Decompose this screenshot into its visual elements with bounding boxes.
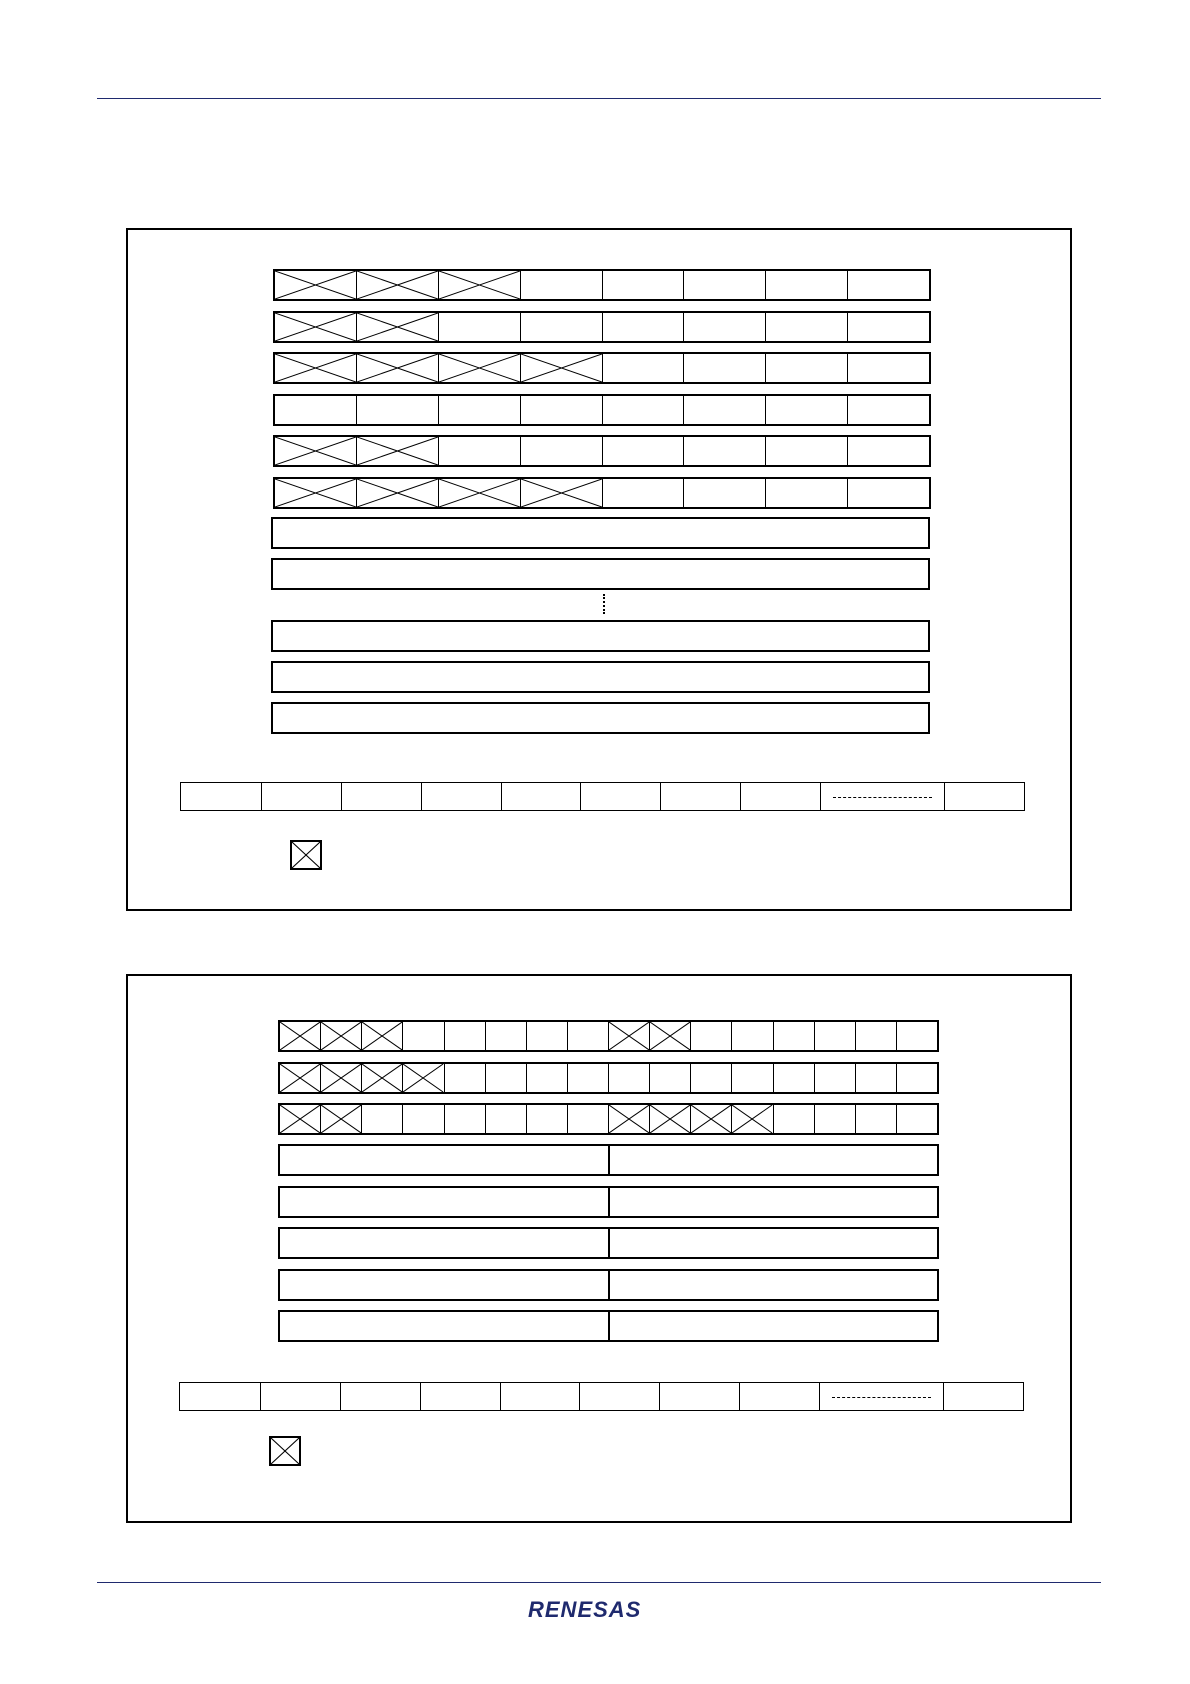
footer-rule	[97, 1582, 1101, 1583]
bit-cell	[275, 396, 356, 424]
reserved-bit-cell	[649, 1022, 690, 1050]
bit-cell	[765, 396, 847, 424]
bit-cell	[683, 396, 765, 424]
register-half-row	[278, 1144, 939, 1176]
bit-cell	[438, 396, 520, 424]
bit-cell	[444, 1022, 485, 1050]
bit-number-row	[179, 1382, 1024, 1411]
reserved-bit-cell	[280, 1022, 320, 1050]
bit-cell	[567, 1022, 608, 1050]
register-half-cell	[608, 1271, 938, 1299]
bit-cell	[520, 437, 602, 465]
register-half-row	[278, 1310, 939, 1342]
bit-number-cell	[579, 1383, 659, 1410]
reserved-bit-cell	[356, 271, 438, 299]
bit-cell	[520, 396, 602, 424]
bit-number-cell	[500, 1383, 580, 1410]
bit-cell	[683, 313, 765, 341]
reserved-legend-icon	[269, 1436, 301, 1466]
bit-cell	[847, 396, 929, 424]
reserved-bit-cell	[356, 354, 438, 382]
bit-cell	[847, 354, 929, 382]
bit-cell	[356, 396, 438, 424]
register-half-cell	[280, 1271, 608, 1299]
reserved-bit-cell	[275, 313, 356, 341]
bit-number-cell	[580, 783, 660, 810]
register-row	[273, 311, 931, 343]
bit-cell	[855, 1022, 896, 1050]
bit-number-cell	[943, 1383, 1023, 1410]
wide-register-row	[271, 661, 930, 693]
bit-number-cell	[421, 783, 501, 810]
reserved-bit-cell	[608, 1022, 649, 1050]
bit-cell	[520, 313, 602, 341]
register-row	[273, 477, 931, 509]
wide-register-row	[271, 702, 930, 734]
reserved-bit-cell	[438, 354, 520, 382]
continuation-dots	[603, 594, 605, 614]
bit-cell	[765, 437, 847, 465]
bit-cell	[690, 1064, 731, 1092]
bit-cell	[896, 1022, 937, 1050]
reserved-bit-cell	[275, 437, 356, 465]
bit-cell	[731, 1064, 772, 1092]
register-half-cell	[608, 1146, 938, 1174]
register-row	[278, 1062, 939, 1094]
reserved-bit-cell	[361, 1064, 402, 1092]
bit-cell	[444, 1064, 485, 1092]
bit-number-cell	[341, 783, 421, 810]
bit-cell	[690, 1022, 731, 1050]
bit-cell	[602, 479, 684, 507]
register-half-cell	[280, 1229, 608, 1257]
wide-register-row	[271, 517, 930, 549]
bit-cell	[814, 1022, 855, 1050]
wide-register-row	[271, 620, 930, 652]
bit-cell	[814, 1105, 855, 1133]
bit-number-cell	[501, 783, 581, 810]
bit-cell	[773, 1022, 814, 1050]
bit-cell	[485, 1105, 526, 1133]
bit-cell	[602, 354, 684, 382]
reserved-bit-cell	[438, 479, 520, 507]
bit-cell	[526, 1064, 567, 1092]
bit-cell	[602, 396, 684, 424]
bit-number-cell	[659, 1383, 739, 1410]
reserved-bit-cell	[520, 354, 602, 382]
register-half-cell	[608, 1188, 938, 1216]
bit-number-cell	[660, 783, 740, 810]
bit-cell	[773, 1064, 814, 1092]
bit-cell	[683, 271, 765, 299]
register-half-row	[278, 1186, 939, 1218]
bit-cell	[683, 437, 765, 465]
bit-number-cell	[420, 1383, 500, 1410]
bit-number-row	[180, 782, 1025, 811]
reserved-bit-cell	[275, 271, 356, 299]
bit-cell	[765, 479, 847, 507]
bit-cell	[444, 1105, 485, 1133]
register-row	[273, 352, 931, 384]
bit-cell	[814, 1064, 855, 1092]
bit-cell	[526, 1022, 567, 1050]
reserved-bit-cell	[275, 479, 356, 507]
bit-cell	[765, 313, 847, 341]
reserved-bit-cell	[438, 271, 520, 299]
reserved-bit-cell	[280, 1064, 320, 1092]
bit-cell	[520, 271, 602, 299]
reserved-bit-cell	[320, 1064, 361, 1092]
bit-range-ellipsis	[819, 1383, 943, 1410]
bit-cell	[602, 271, 684, 299]
bit-cell	[567, 1105, 608, 1133]
bit-cell	[683, 354, 765, 382]
reserved-bit-cell	[608, 1105, 649, 1133]
bit-cell	[485, 1022, 526, 1050]
register-row	[273, 394, 931, 426]
svg-text:RENESAS: RENESAS	[528, 1597, 642, 1621]
register-half-cell	[280, 1312, 608, 1340]
bit-cell	[896, 1064, 937, 1092]
bit-cell	[765, 354, 847, 382]
reserved-bit-cell	[731, 1105, 772, 1133]
reserved-bit-cell	[320, 1105, 361, 1133]
bit-number-cell	[180, 1383, 260, 1410]
header-rule	[97, 98, 1101, 99]
reserved-bit-cell	[361, 1022, 402, 1050]
bit-cell	[649, 1064, 690, 1092]
bit-cell	[847, 479, 929, 507]
reserved-bit-cell	[649, 1105, 690, 1133]
bit-cell	[526, 1105, 567, 1133]
reserved-bit-cell	[690, 1105, 731, 1133]
bit-number-cell	[944, 783, 1024, 810]
bit-cell	[438, 437, 520, 465]
reserved-bit-cell	[320, 1022, 361, 1050]
bit-number-cell	[261, 783, 341, 810]
bit-cell	[402, 1105, 443, 1133]
bit-cell	[765, 271, 847, 299]
register-half-cell	[608, 1229, 938, 1257]
bit-number-cell	[181, 783, 261, 810]
bit-cell	[773, 1105, 814, 1133]
bit-cell	[847, 437, 929, 465]
register-half-cell	[608, 1312, 938, 1340]
reserved-bit-cell	[280, 1105, 320, 1133]
bit-number-cell	[739, 1383, 819, 1410]
bit-cell	[361, 1105, 402, 1133]
register-half-row	[278, 1227, 939, 1259]
bit-cell	[608, 1064, 649, 1092]
reserved-bit-cell	[520, 479, 602, 507]
bit-cell	[485, 1064, 526, 1092]
bit-cell	[855, 1105, 896, 1133]
bit-cell	[438, 313, 520, 341]
reserved-legend-icon	[290, 840, 322, 870]
register-half-row	[278, 1269, 939, 1301]
reserved-bit-cell	[356, 437, 438, 465]
register-row	[273, 435, 931, 467]
bit-cell	[567, 1064, 608, 1092]
reserved-bit-cell	[275, 354, 356, 382]
register-half-cell	[280, 1188, 608, 1216]
bit-cell	[847, 271, 929, 299]
bit-number-cell	[260, 1383, 340, 1410]
wide-register-row	[271, 558, 930, 590]
bit-range-ellipsis	[820, 783, 944, 810]
register-row	[273, 269, 931, 301]
renesas-logo	[528, 1597, 671, 1621]
bit-cell	[896, 1105, 937, 1133]
bit-number-cell	[340, 1383, 420, 1410]
register-row	[278, 1020, 939, 1052]
bit-cell	[402, 1022, 443, 1050]
reserved-bit-cell	[356, 479, 438, 507]
bit-cell	[855, 1064, 896, 1092]
bit-cell	[731, 1022, 772, 1050]
bit-number-cell	[740, 783, 820, 810]
reserved-bit-cell	[402, 1064, 443, 1092]
reserved-bit-cell	[356, 313, 438, 341]
bit-cell	[602, 313, 684, 341]
register-half-cell	[280, 1146, 608, 1174]
bit-cell	[602, 437, 684, 465]
bit-cell	[683, 479, 765, 507]
bit-cell	[847, 313, 929, 341]
register-row	[278, 1103, 939, 1135]
